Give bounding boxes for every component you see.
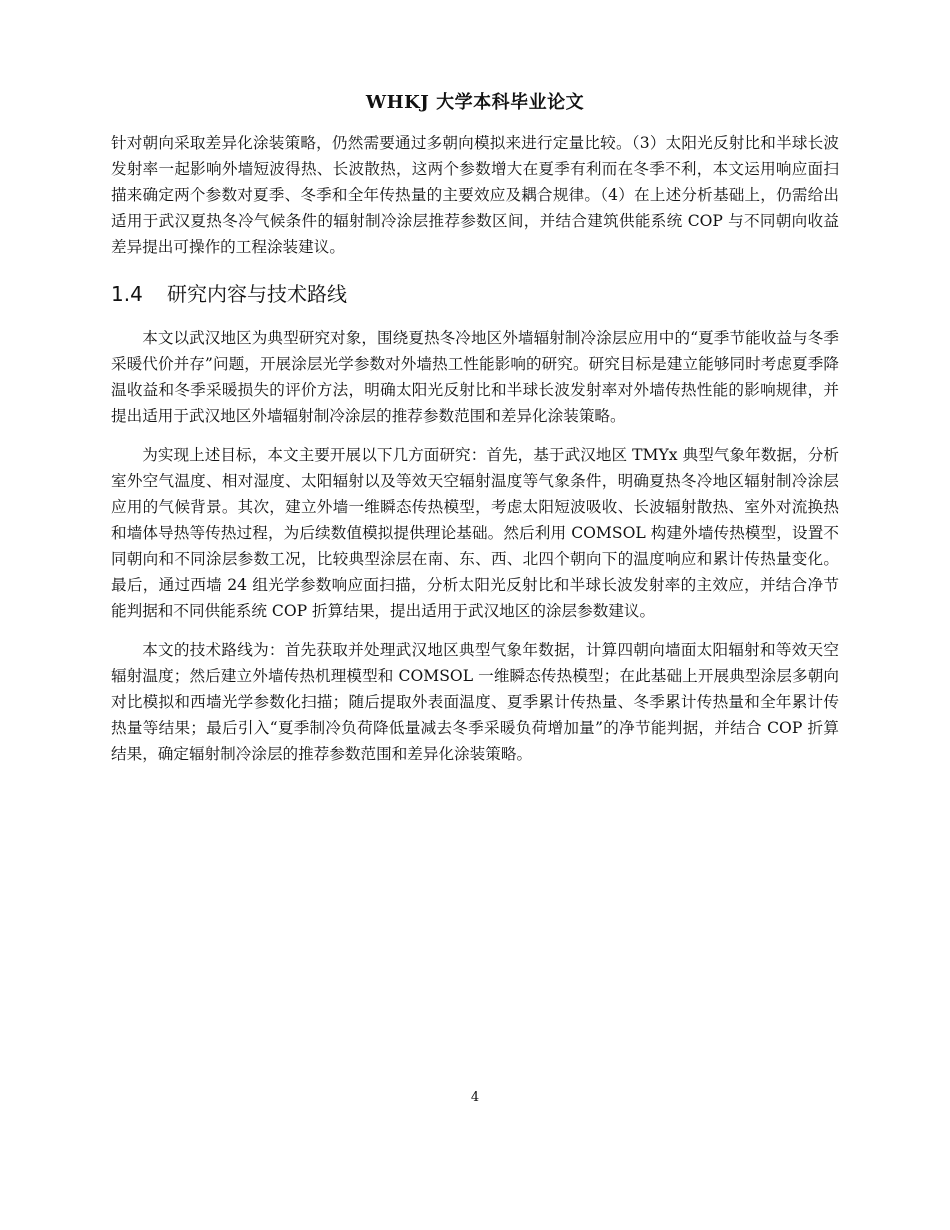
body-paragraph-2: 为实现上述目标，本文主要开展以下几方面研究：首先，基于武汉地区 TMYx 典型气象年数据，分析室外空气温度、相对湿度、太阳辐射以及等效天空辐射温度等气象条件，明确夏热冬冷地区辐射制冷涂层应用的气候背景。其次，建立外墙一维瞬态传热模型，考虑太阳短波吸收、长波辐射散热、室外对流换热和墙体导热等传热过程，为后续数值模拟提供理论基础。然后利用 COMSOL 构建外墙传热模型，设置不同朝向和不同涂层参数工况，比较典型涂层在南、东、西、北四个朝向下的温度响应和累计传热量变化。最后，通过西墙 24 组光学参数响应面扫描，分析太阳光反射比和半球长波发射率的主效应，并结合净节能判据和不同供能系统 COP 折算结果，提出适用于武汉地区的涂层参数建议。 <box>111 446 839 620</box>
body-paragraph-3: 本文的技术路线为：首先获取并处理武汉地区典型气象年数据，计算四朝向墙面太阳辐射和等效天空辐射温度；然后建立外墙传热机理模型和 COMSOL 一维瞬态传热模型；在此基础上开展典型涂层多朝向对比模拟和西墙光学参数化扫描；随后提取外表面温度、夏季累计传热量、冬季累计传热量和全年累计传热量等结果；最后引入“夏季制冷负荷降低量减去冬季采暖负荷增加量”的净节能判据，并结合 COP 折算结果，确定辐射制冷涂层的推荐参数范围和差异化涂装策略。 <box>111 641 839 763</box>
document-body <box>111 130 839 767</box>
section-number: 1.4 <box>111 282 143 306</box>
page-header-title: WHKJ 大学本科毕业论文 <box>365 92 585 113</box>
continued-paragraph: 针对朝向采取差异化涂装策略，仍然需要通过多朝向模拟来进行定量比较。（3）太阳光反射比和半球长波发射率一起影响外墙短波得热、长波散热，这两个参数增大在夏季有利而在冬季不利，本文运用响应面扫描来确定两个参数对夏季、冬季和全年传热量的主要效应及耦合规律。（4）在上述分析基础上，仍需给出适用于武汉夏热冬冷气候条件的辐射制冷涂层推荐参数区间，并结合建筑供能系统 COP 与不同朝向收益差异提出可操作的工程涂装建议。 <box>111 134 839 256</box>
section-title: 研究内容与技术路线 <box>167 282 347 306</box>
body-paragraph-1: 本文以武汉地区为典型研究对象，围绕夏热冬冷地区外墙辐射制冷涂层应用中的“夏季节能收益与冬季采暖代价并存”问题，开展涂层光学参数对外墙热工性能影响的研究。研究目标是建立能够同时考虑夏季降温收益和冬季采暖损失的评价方法，明确太阳光反射比和半球长波发射率对外墙传热性能的影响规律，并提出适用于武汉地区外墙辐射制冷涂层的推荐参数范围和差异化涂装策略。 <box>111 329 839 425</box>
page-number: 4 <box>470 1090 480 1105</box>
section-heading <box>111 279 839 309</box>
